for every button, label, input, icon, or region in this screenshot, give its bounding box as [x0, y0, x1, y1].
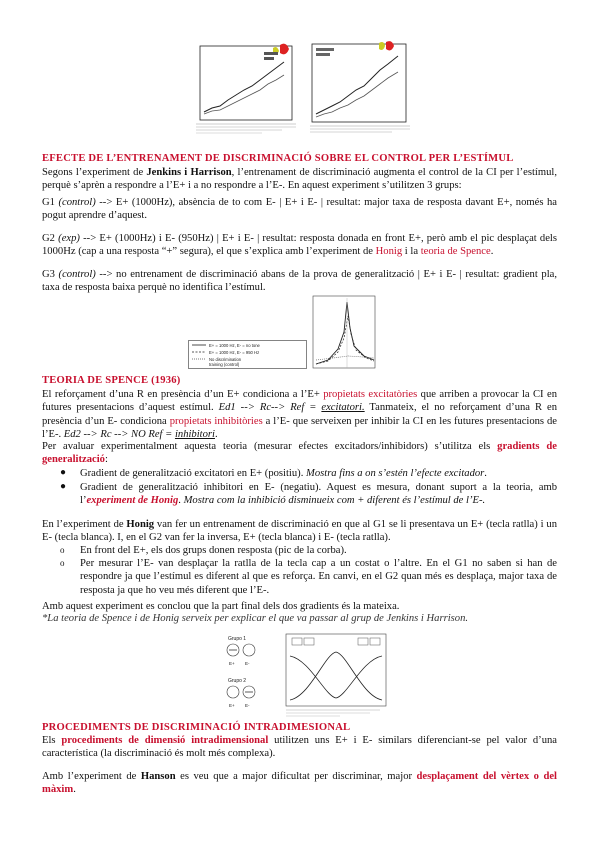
sub-list-item-peak: En front del E+, els dos grups donen resposta (pic de la corba).: [80, 545, 347, 556]
paragraph-conclusion: Amb aquest experiment es conclou que la part final dels dos gradients és la mateixa.: [42, 601, 400, 612]
sub-list-item-measure: Per mesurar l’E- van desplaçar la ratlla de la tecla cap a un costat o l’altre. En el G1 no saben si han de respondre ja que l’estímul es diferent al que es reforça. En canvi, en el G2 quan més es desplaça, major taxa de resposta ja que ho veu més diferent que l’E-.: [80, 558, 557, 596]
group-2-label: Grupo 2: [228, 678, 247, 684]
honig-groups-figure: [220, 630, 390, 718]
bullet-circle: o: [60, 545, 65, 555]
section-heading-intradimensional: PROCEDIMENTS DE DISCRIMINACIÓ INTRADIMESIONAL: [42, 722, 351, 733]
group-2-eplus: E+: [229, 703, 235, 708]
section-heading-discrimination-training: EFECTE DE L’ENTRENAMENT DE DISCRIMINACIÓ SOBRE EL CONTROL PER L’ESTÍMUL: [42, 153, 514, 164]
paragraph-jenkins-harrison: Segons l’experiment de Jenkins i Harrison, l’entrenament de discriminació augmenta el control de la CI per l’estímul, perquè s’aprèn a respondre a l’E+ i a no respondre a l’E-. En aquest experiment s’utilitzen 3 grups:: [42, 167, 557, 192]
paragraph-intradimensional: Els procediments de dimensió intradimensional utilitzen uns E+ i E- similars diferenciant-se pel valor d’una característica (la discriminació és molt més complexa).: [42, 735, 558, 760]
paragraph-evaluate-theory: Per avaluar experimentalment aquesta teoria (mesurar efectes excitadors/inhibidors) s’utilitza els gradients de generalització:: [42, 441, 557, 466]
legend-line-4: training (control): [209, 362, 240, 367]
link-teoria-spence: teoria de Spence: [420, 246, 491, 258]
scanned-graphs-image: [192, 40, 414, 138]
legend-line-1: E+ = 1000 Hz, E- = no tone: [209, 343, 260, 348]
generalization-gradient-figure: [188, 294, 378, 372]
group-1-eminus: E-: [245, 661, 250, 666]
paragraph-spence-theory: El reforçament d’una R en presència d’un E+ condiciona a l’E+ propietats excitatòries que arriben a provocar la CI en futures presentacions d’aquest estímul. Ed1 --> Rc--> Ref = excitatori. Tanmateix, el no reforçament d’una R en presència d’un E- condiciona propietats inhibitòries a l’E- que serveixen per inhibir la CI en les futures presentacions de l’E-. Ed2 --> Rc --> NO Ref = inhibitori.: [42, 389, 558, 441]
list-item-excitatory-gradient: Gradient de generalització excitatori en E+ (positiu). Mostra fins a on s’estén l’efecte excitador.: [80, 468, 487, 479]
gradient-graph: [188, 294, 378, 372]
paragraph-hanson: Amb l’experiment de Hanson es veu que a major dificultat per discriminar, major desplaçament del vèrtex o del màxim.: [42, 771, 557, 796]
group-1-label: Grupo 1: [228, 636, 247, 642]
paragraph-group-2: G2 (exp) --> E+ (1000Hz) i E- (950Hz) | E+ i E- | resultat: resposta donada en front E+, però amb el pic desplaçat dels 1000Hz (cap a una resposta “+” segura), el que s’explica amb l’experiment de Honig i la teoria de Spence.: [42, 233, 557, 258]
bullet-dot: ●: [60, 467, 67, 478]
paragraph-group-3: G3 (control) --> no entrenament de discriminació abans de la prova de generalització | E+ i E- | resultat: gradient pla, taxa de resposta baixa perquè no identifica l’estímul.: [42, 269, 557, 294]
group-2-eminus: E-: [245, 703, 250, 708]
legend-line-3: No discrimination: [209, 357, 242, 362]
paragraph-group-1: G1 (control) --> E+ (1000Hz), absència de to com E- | E+ i E- | resultat: major taxa de resposta davant E+, només ha pogut aprendre d’aquest.: [42, 197, 557, 222]
paragraph-note: *La teoria de Spence i de Honig serveix per explicar el que va passar al grup de Jenkins i Harrison.: [42, 613, 469, 624]
legend-line-2: E+ = 1000 Hz, E- = 950 Hz: [209, 350, 260, 355]
paragraph-honig-experiment: En l’experiment de Honig van fer un entrenament de discriminació en que al G1 se li presentava un E+ (tecla ratlla) i un E- (tecla blanca). I, en el G2 van fer la inversa, E+ (tecla blanca) i E- (tecla ratlla).: [42, 519, 557, 544]
bullet-dot: ●: [60, 481, 67, 492]
top-figure: [192, 40, 414, 138]
bullet-circle: o: [60, 558, 65, 568]
list-item-inhibitory-gradient: Gradient de generalització inhibitori en E- (negatiu). Aquest es mesura, donant suport a la teoria, amb l’experiment de Honig. Mostra com la inhibició disminueix com + diferent és l’estímul de l’E-.: [80, 482, 557, 507]
section-heading-teoria-spence: TEORIA DE SPENCE (1936): [42, 375, 181, 386]
link-honig: Honig: [375, 246, 403, 258]
honig-diagram: [220, 630, 390, 718]
group-1-eplus: E+: [229, 661, 235, 666]
